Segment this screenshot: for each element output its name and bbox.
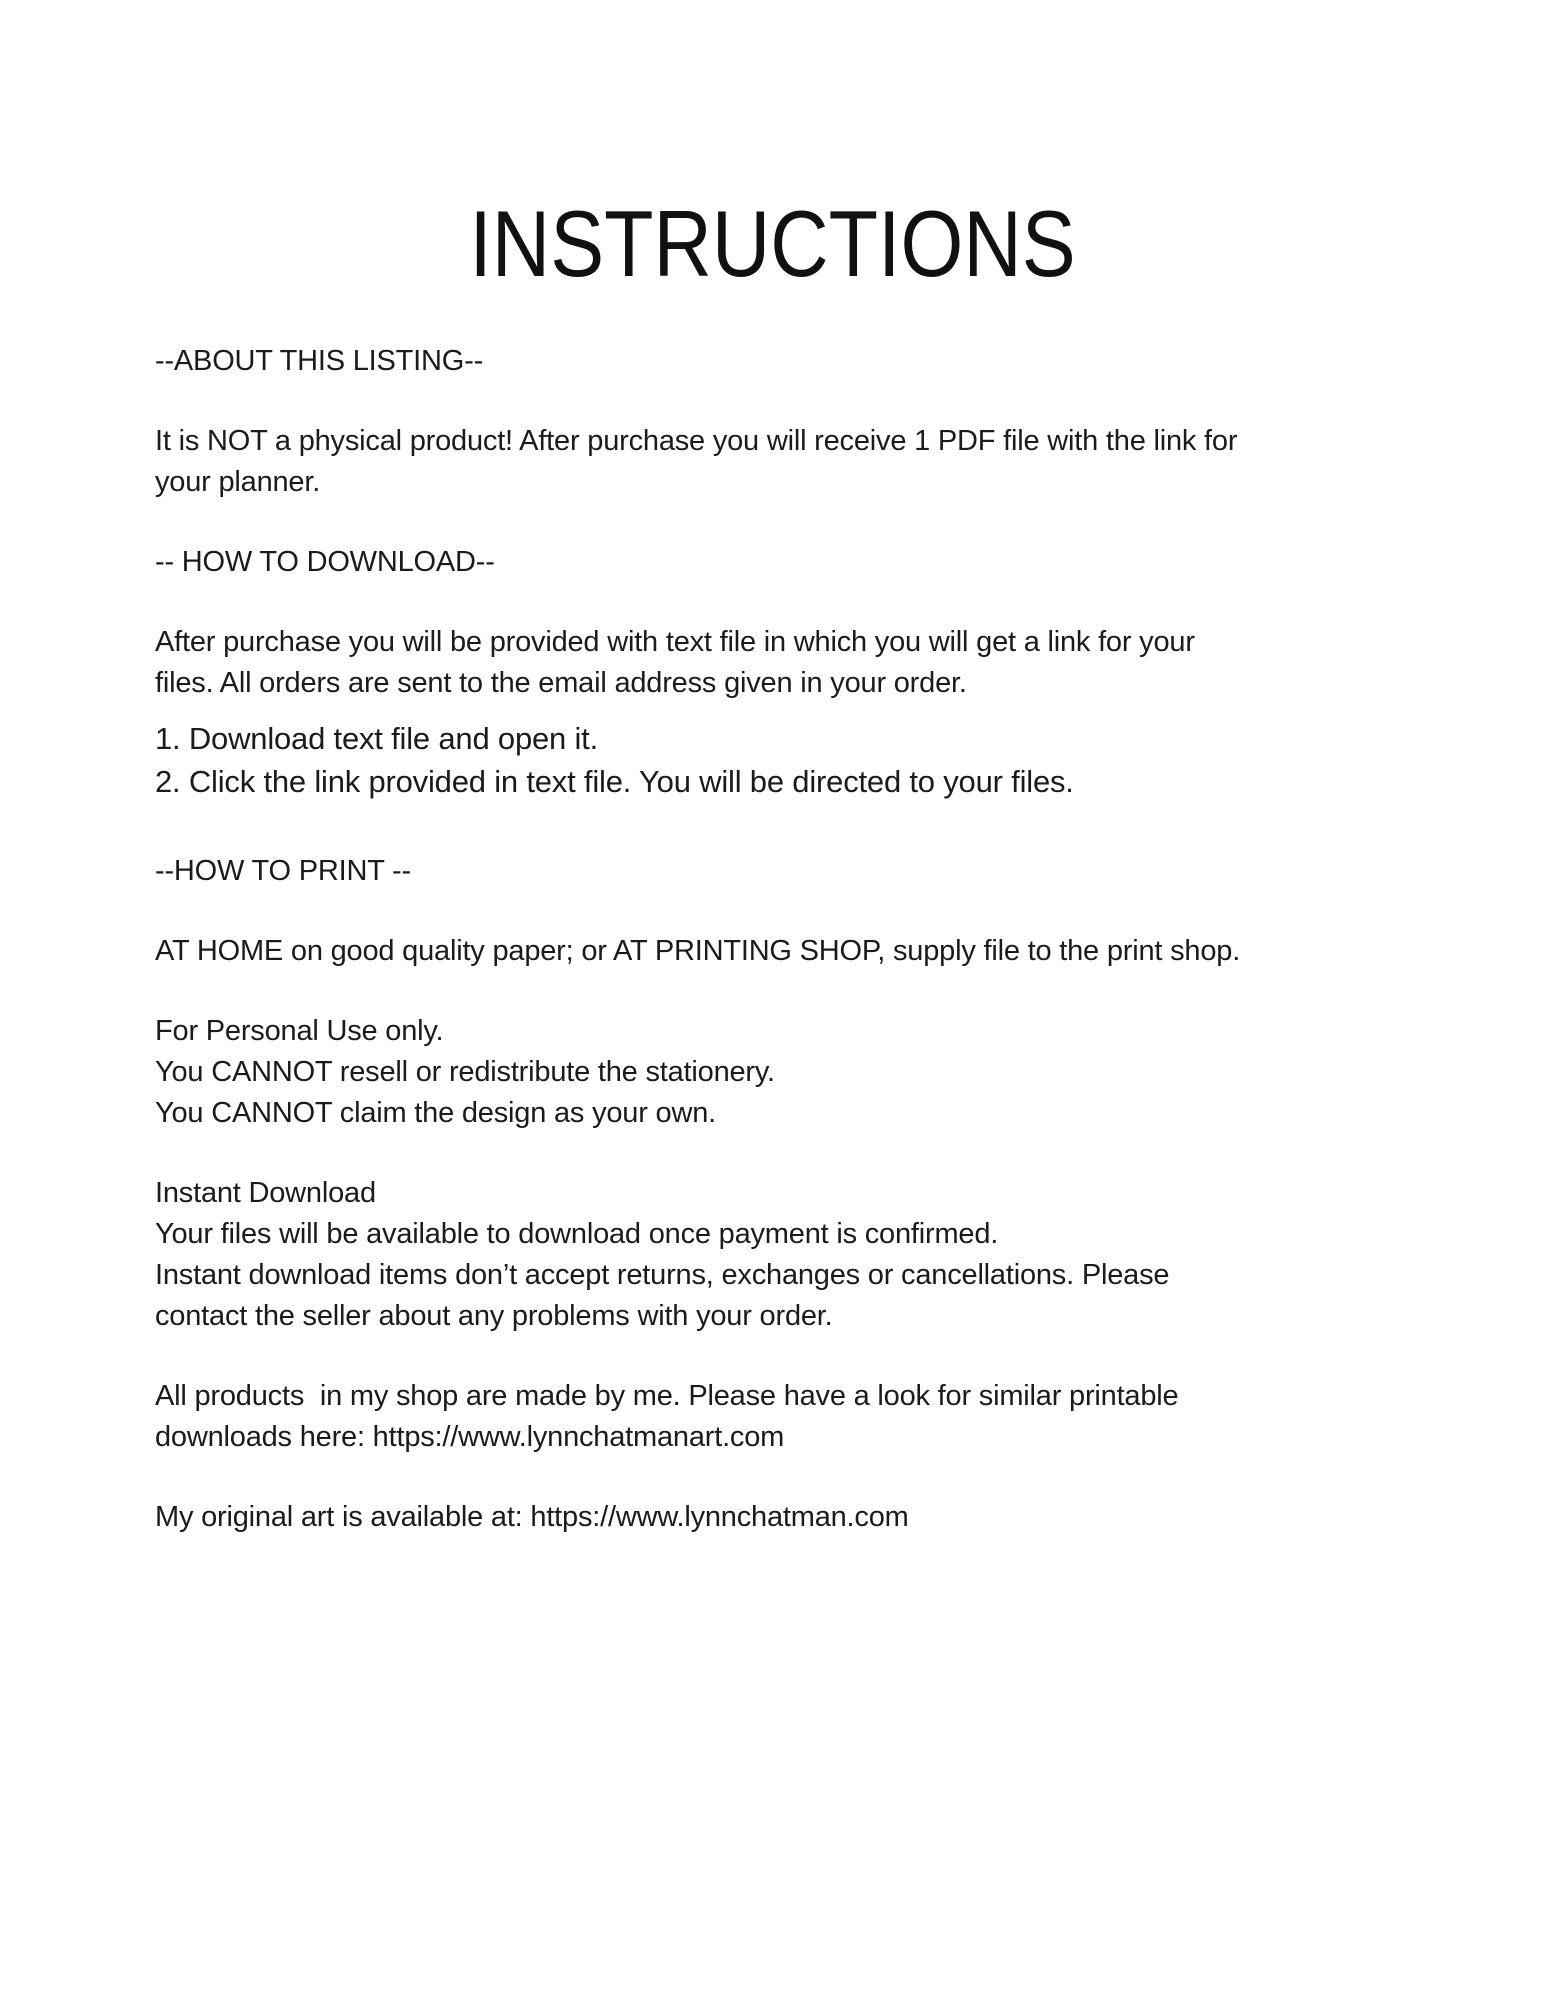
list-item-step-2: 2. Click the link provided in text file. You will be directed to your files. <box>155 764 1074 799</box>
paragraph-download-info <box>155 622 1415 704</box>
text-line: your planner. <box>155 466 321 498</box>
text-line-art-url: My original art is available at: https://www.lynnchatman.com <box>155 1501 909 1533</box>
text-line: You CANNOT claim the design as your own. <box>155 1097 716 1129</box>
paragraph-usage-terms <box>155 1011 1415 1134</box>
paragraph-print-info <box>155 931 1415 972</box>
section-heading-how-to-download: -- HOW TO DOWNLOAD-- <box>155 546 495 578</box>
title-area <box>0 0 1545 300</box>
section-heading-how-to-print: --HOW TO PRINT -- <box>155 855 411 887</box>
text-line: contact the seller about any problems with your order. <box>155 1300 833 1332</box>
text-line: After purchase you will be provided with text file in which you will get a link for your <box>155 626 1195 658</box>
text-line: All products in my shop are made by me. Please have a look for similar printable <box>155 1380 1179 1412</box>
text-line: You CANNOT resell or redistribute the stationery. <box>155 1056 775 1088</box>
text-line: For Personal Use only. <box>155 1015 444 1047</box>
text-line: AT HOME on good quality paper; or AT PRINTING SHOP, supply file to the print shop. <box>155 935 1241 967</box>
text-line: files. All orders are sent to the email address given in your order. <box>155 667 967 699</box>
paragraph-shop-info <box>155 1376 1415 1458</box>
text-line: Your files will be available to download once payment is confirmed. <box>155 1218 999 1250</box>
section-heading-about-listing: --ABOUT THIS LISTING-- <box>155 345 484 377</box>
text-line-shop-url: downloads here: https://www.lynnchatmanart.com <box>155 1421 785 1453</box>
paragraph-original-art <box>155 1497 1415 1538</box>
paragraph-about-listing <box>155 421 1415 503</box>
text-line: Instant download items don’t accept returns, exchanges or cancellations. Please <box>155 1259 1170 1291</box>
document-body <box>155 341 1415 1538</box>
paragraph-instant-download-policy <box>155 1173 1415 1337</box>
download-steps-list <box>155 717 1415 803</box>
list-item-step-1: 1. Download text file and open it. <box>155 721 598 756</box>
text-line: It is NOT a physical product! After purchase you will receive 1 PDF file with the link for <box>155 425 1238 457</box>
text-line: Instant Download <box>155 1177 376 1209</box>
page-title: INSTRUCTIONS <box>469 191 1076 296</box>
